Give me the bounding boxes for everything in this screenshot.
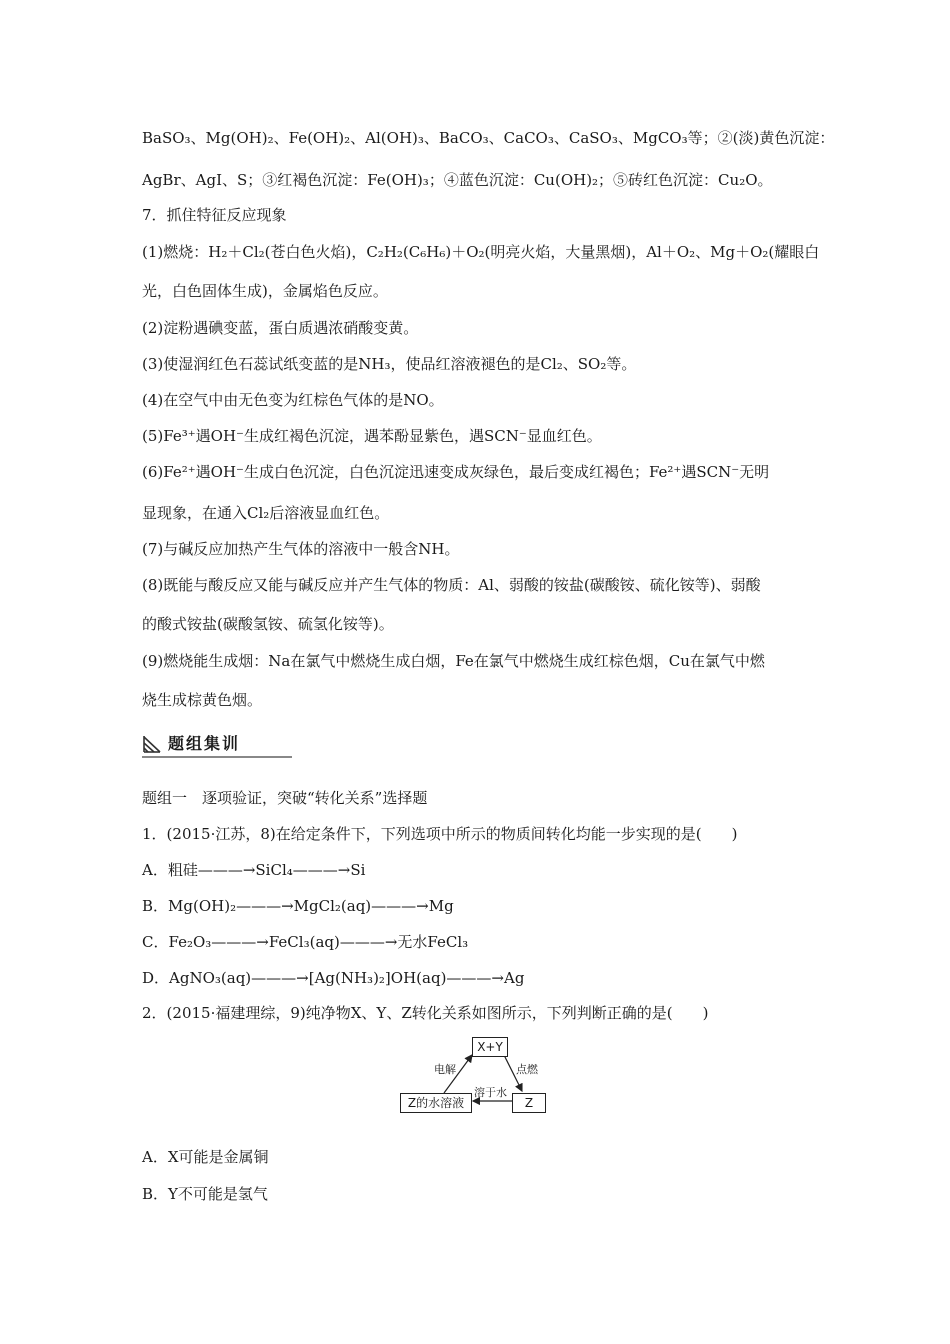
node-xy: X+Y (472, 1037, 508, 1057)
text-line: AgBr、AgI、S；③红褐色沉淀：Fe(OH)₃；④蓝色沉淀：Cu(OH)₂；⑤砖红色沉淀：Cu₂O。 (142, 171, 773, 189)
option-a: A．粗硅———→SiCl₄———→Si (142, 861, 366, 879)
text-line: 烧生成棕黄色烟。 (142, 691, 263, 709)
group-title: 题组一 逐项验证，突破“转化关系”选择题 (142, 789, 428, 807)
text-line: (6)Fe²⁺遇OH⁻生成白色沉淀，白色沉淀迅速变成灰绿色，最后变成红褐色；Fe²⁺遇SCN⁻无明 (142, 463, 770, 481)
diagonal-lines-icon (142, 734, 162, 754)
question-stem: 1．(2015·江苏，8)在给定条件下，下列选项中所示的物质间转化均能一步实现的是( ) (142, 825, 738, 843)
text-line: BaSO₃、Mg(OH)₂、Fe(OH)₂、Al(OH)₃、BaCO₃、CaCO₃、CaSO₃、MgCO₃等；②(淡)黄色沉淀： (142, 129, 835, 147)
text-line: (2)淀粉遇碘变蓝，蛋白质遇浓硝酸变黄。 (142, 319, 419, 337)
text-line: (3)使湿润红色石蕊试纸变蓝的是NH₃，使品红溶液褪色的是Cl₂、SO₂等。 (142, 355, 637, 373)
text-line: (4)在空气中由无色变为红棕色气体的是NO。 (142, 391, 444, 409)
text-line: 光，白色固体生成)，金属焰色反应。 (142, 282, 388, 300)
question-stem: 2．(2015·福建理综，9)纯净物X、Y、Z转化关系如图所示，下列判断正确的是( ) (142, 1004, 709, 1022)
option-d: D．AgNO₃(aq)———→[Ag(NH₃)₂]OH(aq)———→Ag (142, 969, 525, 987)
text-line: 7．抓住特征反应现象 (142, 206, 287, 224)
text-line: 的酸式铵盐(碳酸氢铵、硫氢化铵等)。 (142, 615, 394, 633)
label-ignite: 点燃 (516, 1063, 538, 1076)
section-header (142, 733, 292, 757)
section-header-title: 题组集训 (168, 734, 241, 753)
text-line: 显现象，在通入Cl₂后溶液显血红色。 (142, 504, 390, 522)
option-a: A．X可能是金属铜 (142, 1148, 269, 1166)
text-line: (9)燃烧能生成烟：Na在氯气中燃烧生成白烟，Fe在氯气中燃烧生成红棕色烟，Cu在氯气中燃 (142, 652, 765, 670)
label-electrolysis: 电解 (434, 1063, 456, 1076)
conversion-diagram (400, 1035, 550, 1117)
node-z: Z (512, 1093, 546, 1113)
text-line: (7)与碱反应加热产生气体的溶液中一般含NH。 (142, 540, 460, 558)
text-line: (5)Fe³⁺遇OH⁻生成红褐色沉淀，遇苯酚显紫色，遇SCN⁻显血红色。 (142, 427, 602, 445)
text-line: (8)既能与酸反应又能与碱反应并产生气体的物质：Al、弱酸的铵盐(碳酸铵、硫化铵等)、弱酸 (142, 576, 761, 594)
option-b: B．Mg(OH)₂———→MgCl₂(aq)———→Mg (142, 897, 454, 915)
node-z-solution: Z的水溶液 (400, 1093, 472, 1113)
option-c: C．Fe₂O₃———→FeCl₃(aq)———→无水FeCl₃ (142, 933, 469, 951)
label-dissolve: 溶于水 (474, 1086, 507, 1099)
divider (142, 756, 292, 758)
text-line: (1)燃烧：H₂＋Cl₂(苍白色火焰)，C₂H₂(C₆H₆)＋O₂(明亮火焰，大量黑烟)，Al＋O₂、Mg＋O₂(耀眼白 (142, 243, 820, 261)
option-b: B．Y不可能是氢气 (142, 1185, 268, 1203)
